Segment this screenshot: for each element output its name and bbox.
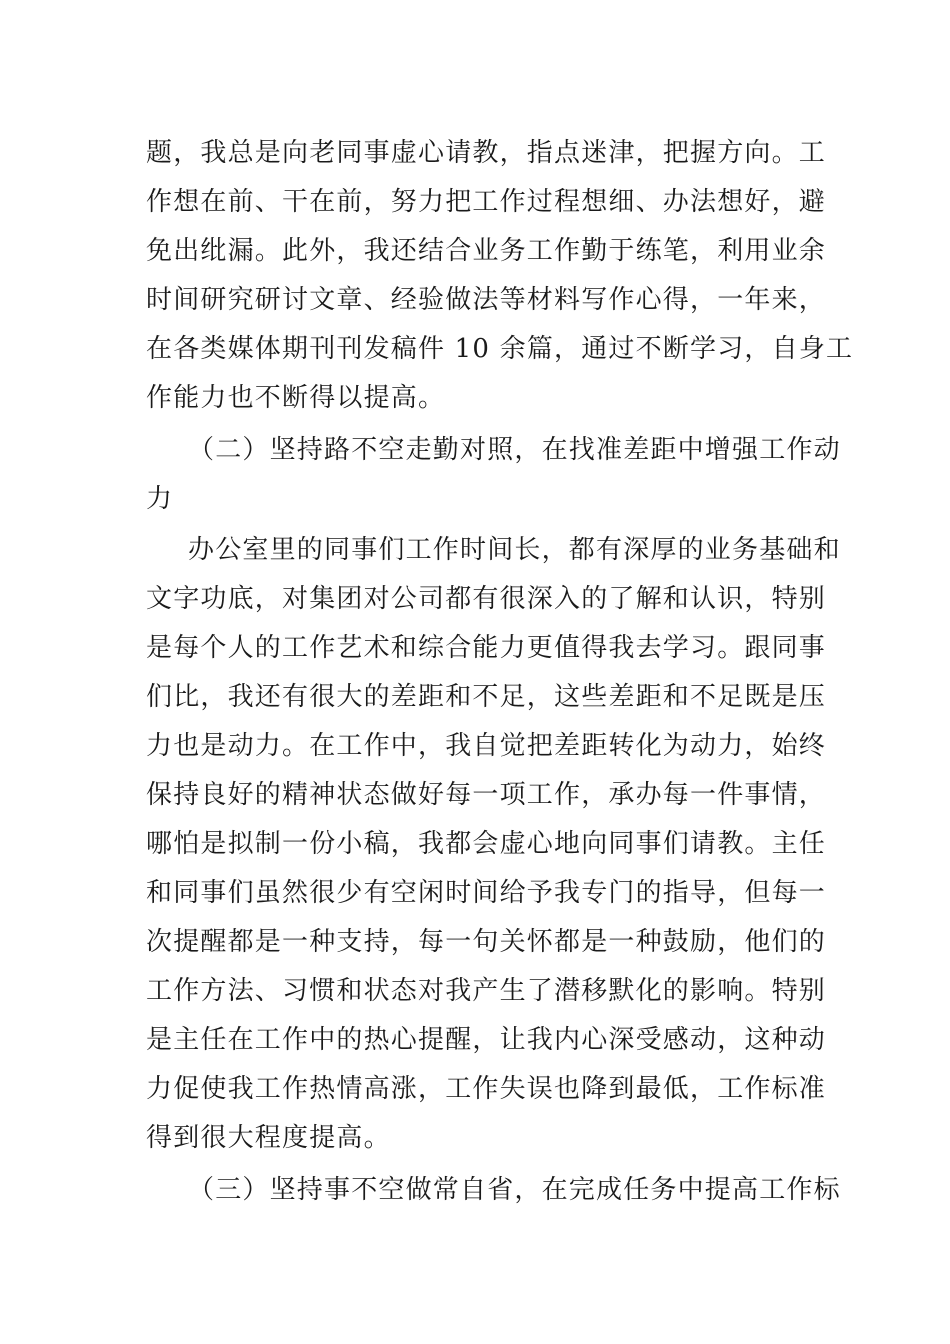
text-line: 力促使我工作热情高涨，工作失误也降到最低，工作标准 (146, 1074, 827, 1104)
text-line: 免出纰漏。此外，我还结合业务工作勤于练笔，利用业余 (146, 236, 827, 266)
text-line: 是每个人的工作艺术和综合能力更值得我去学习。跟同事 (146, 633, 827, 663)
section-heading-line: （二）坚持路不空走勤对照，在找准差距中增强工作动 (188, 435, 841, 465)
text-line: 和同事们虽然很少有空闲时间给予我专门的指导，但每一 (146, 878, 827, 908)
text-line: 是主任在工作中的热心提醒，让我内心深受感动，这种动 (146, 1025, 827, 1055)
text-line: 题，我总是向老同事虚心请教，指点迷津，把握方向。工 (146, 138, 827, 168)
text-line: 力也是动力。在工作中，我自觉把差距转化为动力，始终 (146, 731, 827, 761)
text-line: 得到很大程度提高。 (146, 1123, 391, 1153)
text-line: 工作方法、习惯和状态对我产生了潜移默化的影响。特别 (146, 976, 827, 1006)
text-line: 时间研究研讨文章、经验做法等材料写作心得，一年来， (146, 285, 827, 315)
paragraph-first-line: 办公室里的同事们工作时间长，都有深厚的业务基础和 (188, 535, 841, 565)
text-line: 文字功底，对集团对公司都有很深入的了解和认识，特别 (146, 584, 827, 614)
text-line: 们比，我还有很大的差距和不足，这些差距和不足既是压 (146, 682, 827, 712)
text-line: 作想在前、干在前，努力把工作过程想细、办法想好，避 (146, 187, 827, 217)
text-line: 次提醒都是一种支持，每一句关怀都是一种鼓励，他们的 (146, 927, 827, 957)
text-line: 作能力也不断得以提高。 (146, 383, 446, 413)
text-line: 保持良好的精神状态做好每一项工作，承办每一件事情， (146, 780, 827, 810)
text-line: 哪怕是拟制一份小稿，我都会虚心地向同事们请教。主任 (146, 829, 827, 859)
section-heading-line: （三）坚持事不空做常自省，在完成任务中提高工作标 (188, 1175, 841, 1205)
text-line: 在各类媒体期刊刊发稿件 10 余篇，通过不断学习，自身工 (146, 334, 854, 364)
section-heading-line: 力 (146, 484, 174, 514)
